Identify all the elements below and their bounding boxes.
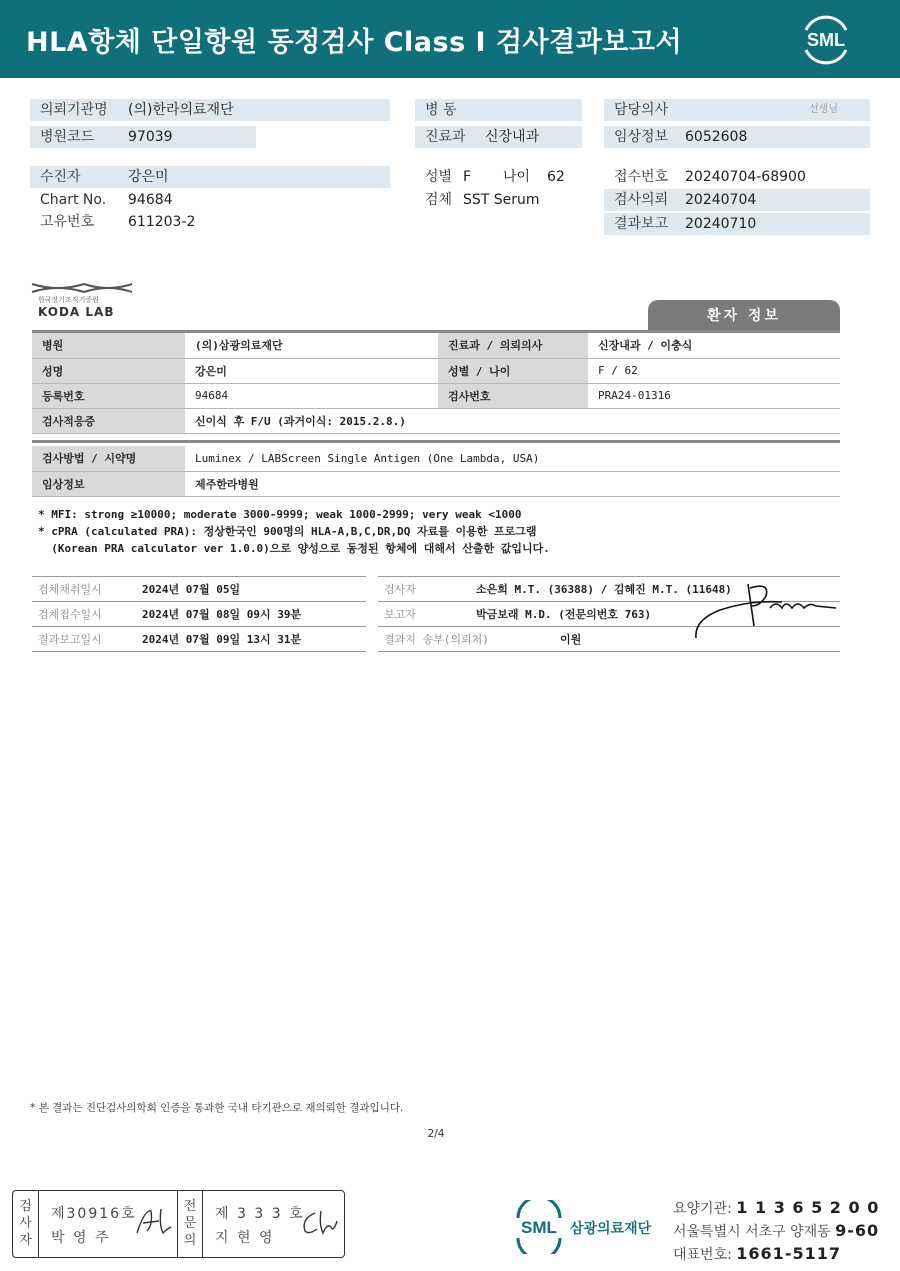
clinical-info-field [604, 126, 870, 148]
org-phone-label: 대표번호: [673, 1247, 732, 1263]
table-row [32, 358, 840, 383]
unique-no-label: 고유번호 [40, 214, 95, 230]
clinical-info-value: 6052608 [685, 129, 748, 145]
staff-value: 소은희 M.T. (36388) / 김혜진 M.T. (11648) [476, 583, 732, 596]
doctor-field [604, 99, 870, 121]
date-label: 결과보고일시 [38, 633, 102, 646]
note-line: (Korean PRA calculator ver 1.0.0)으로 양성으로 동정된 항체에 대해서 산출한 값입니다. [38, 542, 550, 555]
age-value: 62 [547, 169, 565, 185]
page-number: 2/4 [427, 1128, 445, 1140]
date-label: 검체접수일시 [38, 608, 102, 621]
date-value: 2024년 07월 08일 09시 39분 [142, 608, 302, 621]
table-row [32, 446, 840, 471]
table-cell: F / 62 [588, 358, 840, 383]
org-address-number: 9-60 [835, 1221, 880, 1240]
request-date-field [604, 189, 870, 211]
report-header [0, 0, 900, 78]
department-value: 신장내과 [485, 129, 540, 145]
chart-no-value: 94684 [128, 192, 173, 208]
section-divider [32, 440, 840, 443]
specialist-label: 전문의 [177, 1191, 203, 1257]
report-notes [38, 506, 550, 557]
sml-bottom-logo-text: SML [521, 1218, 557, 1237]
org-phone-value: 1661-5117 [736, 1244, 841, 1263]
org-address [673, 1221, 879, 1241]
table-row [32, 333, 840, 358]
clinical-info-label: 임상정보 [614, 129, 669, 145]
table-row [32, 408, 840, 433]
method-label: 검사방법 / 시약명 [32, 446, 185, 471]
date-value: 2024년 07월 09일 13시 31분 [142, 633, 302, 646]
ward-label: 병 동 [425, 102, 457, 118]
report-date-field [604, 213, 870, 235]
note-line: * MFI: strong ≥10000; moderate 3000-9999; weak 1000-2999; very weak <1000 [38, 508, 522, 521]
table-cell: 진료과 / 의뢰의사 [438, 333, 588, 358]
org-address-prefix: 서울특별시 서초구 양재동 [673, 1224, 831, 1240]
method-value: Luminex / LABScreen Single Antigen (One Lambda, USA) [185, 446, 840, 471]
table-cell: 검사번호 [438, 383, 588, 408]
hospital-code-field [30, 126, 256, 148]
date-label: 검체채취일시 [38, 583, 102, 596]
dates-left [32, 576, 366, 652]
staff-label: 검사자 [384, 583, 416, 596]
note-line: * cPRA (calculated PRA): 정상한국인 900명의 HLA-A,B,C,DR,DQ 자료를 이용한 프로그램 [38, 525, 537, 538]
specialist-license-no: 제 3 3 3 호 [215, 1206, 305, 1222]
table-row [32, 383, 840, 408]
receipt-no-label: 접수번호 [614, 169, 669, 185]
org-code [673, 1198, 879, 1218]
unique-no-field [30, 211, 390, 233]
table-cell: 병원 [32, 333, 185, 358]
patient-info-tab: 환자 정보 [648, 300, 840, 332]
staff-label: 보고자 [384, 608, 416, 621]
inspector-box [12, 1190, 345, 1258]
reporter-signature-icon [690, 580, 840, 644]
receipt-no-value: 20240704-68900 [685, 169, 806, 185]
inspector-name: 박 영 주 [51, 1230, 111, 1246]
age-label: 나이 [503, 169, 531, 185]
patient-value: 강은미 [128, 169, 169, 185]
specimen-value: SST Serum [463, 192, 540, 208]
table-cell: 강은미 [185, 358, 438, 383]
koda-clinical-value: 제주한라병원 [185, 471, 840, 496]
sml-logo-text: SML [807, 30, 845, 50]
patient-field [30, 166, 390, 188]
table-cell: 성별 / 나이 [438, 358, 588, 383]
specialist-signature-icon [297, 1207, 341, 1239]
date-value: 2024년 07월 05일 [142, 583, 241, 596]
department-label: 진료과 [425, 129, 466, 145]
table-cell: 94684 [185, 383, 438, 408]
request-date-label: 검사의뢰 [614, 192, 669, 208]
specimen-field [415, 189, 595, 211]
inspector-label: 검사자 [13, 1191, 39, 1257]
request-date-value: 20240704 [685, 192, 757, 208]
receipt-no-field [604, 166, 870, 188]
specimen-label: 검체 [425, 192, 453, 208]
koda-org-small: 한국장기조직기증원 [38, 296, 99, 304]
doctor-suffix: 선생님 [809, 104, 838, 115]
unique-no-value: 611203-2 [128, 214, 196, 230]
indication-label: 검사적응증 [32, 408, 185, 433]
table-cell: (의)삼광의료재단 [185, 333, 438, 358]
department-field [415, 126, 582, 148]
patient-info-table [32, 333, 840, 434]
staff-value: 이원 [560, 633, 582, 646]
org-name: 삼광의료재단 [570, 1221, 652, 1237]
report-date-value: 20240710 [685, 216, 757, 232]
patient-label: 수진자 [40, 169, 81, 185]
staff-label: 결과지 송부(의뢰처) [384, 633, 489, 646]
institution-label: 의뢰기관명 [40, 102, 108, 118]
chart-no-field [30, 189, 390, 211]
date-row [32, 602, 366, 627]
specialist-name: 지 현 영 [215, 1230, 275, 1246]
sml-bottom-logo-icon [510, 1200, 568, 1254]
ward-field [415, 99, 582, 121]
report-date-label: 결과보고 [614, 216, 669, 232]
koda-lab-name: KODA LAB [38, 305, 115, 319]
staff-value: 박금보래 M.D. (전문의번호 763) [476, 608, 652, 621]
chart-no-label: Chart No. [40, 192, 107, 208]
sex-age-field [415, 166, 595, 188]
koda-clinical-label: 임상정보 [32, 471, 185, 496]
sml-logo-icon [796, 12, 856, 66]
table-cell: 성명 [32, 358, 185, 383]
inspector-license-no: 제30916호 [51, 1206, 137, 1222]
indication-value: 신이식 후 F/U (과거이식: 2015.2.8.) [185, 408, 840, 433]
report-title: HLA항체 단일항원 동정검사 Class I 검사결과보고서 [26, 27, 683, 58]
sex-value: F [463, 169, 472, 185]
inspector-signature-icon [133, 1205, 175, 1239]
institution-value: (의)한라의료재단 [128, 102, 234, 118]
sex-label: 성별 [425, 169, 453, 185]
hospital-code-value: 97039 [128, 129, 173, 145]
doctor-label: 담당의사 [614, 102, 669, 118]
org-code-value: 1 1 3 6 5 2 0 0 [736, 1198, 880, 1217]
date-row [32, 577, 366, 602]
table-cell: 등록번호 [32, 383, 185, 408]
org-phone [673, 1244, 841, 1264]
org-code-label: 요양기관: [673, 1201, 732, 1217]
table-cell: PRA24-01316 [588, 383, 840, 408]
table-cell: 신장내과 / 이충식 [588, 333, 840, 358]
table-row [32, 471, 840, 496]
hospital-code-label: 병원코드 [40, 129, 95, 145]
institution-field [30, 99, 390, 121]
date-row [32, 627, 366, 652]
method-table [32, 446, 840, 497]
footnote: * 본 결과는 진단검사의학회 인증을 통과한 국내 타기관으로 재의뢰한 결과입니다. [30, 1102, 404, 1114]
